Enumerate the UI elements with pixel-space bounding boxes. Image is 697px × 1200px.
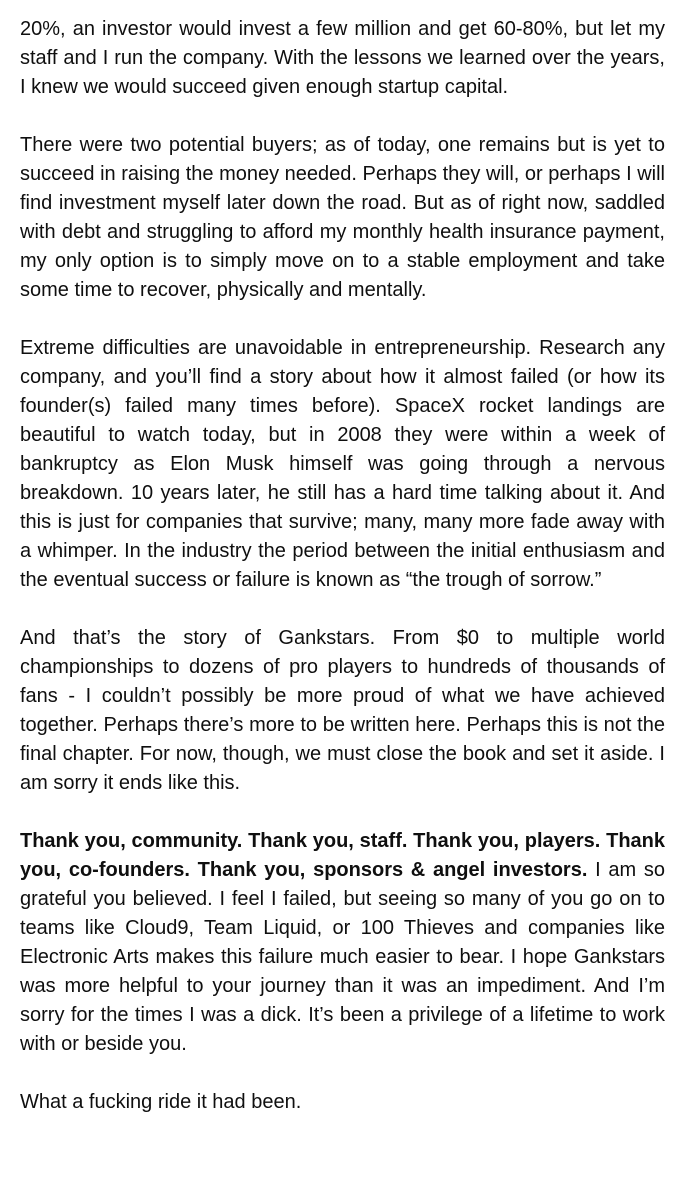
paragraph-thanks (20, 827, 665, 1059)
paragraph-entrepreneurship-difficulties: Extreme difficulties are unavoidable in entrepreneurship. Research any company, and you’ll find a story about how it almost failed (or how its founder(s) failed many times before). SpaceX rocket landings are beautiful to watch today, but in 2008 they were within a week of bankruptcy as Elon Musk himself was going through a nervous breakdown. 10 years later, he still has a hard time talking about it. And this is just for companies that survive; many, many more fade away with a whimper. In the industry the period between the initial enthusiasm and the eventual success or failure is known as “the trough of sorrow.” (20, 337, 665, 591)
paragraph-gankstars-story: And that’s the story of Gankstars. From $0 to multiple world championships to dozens of pro players to hundreds of thousands of fans - I couldn’t possibly be more proud of what we have achieved together. Perhaps there’s more to be written here. Perhaps this is not the final chapter. For now, though, we must close the book and set it aside. I am sorry it ends like this. (20, 627, 665, 794)
thanks-bold-text: Thank you, community. Thank you, staff. Thank you, players. Thank you, co-founders. Thank you, sponsors & angel investors. (20, 830, 665, 881)
paragraph-closing: What a fucking ride it had been. (20, 1091, 302, 1113)
thanks-body-text: I am so grateful you believed. I feel I failed, but seeing so many of you go on to teams like Cloud9, Team Liquid, or 100 Thieves and companies like Electronic Arts makes this failure much easier to bear. I hope Gankstars was more helpful to your journey than it was an impediment. And I’m sorry for the times I was a dick. It’s been a privilege of a lifetime to work with or beside you. (20, 859, 665, 1055)
paragraph-potential-buyers: There were two potential buyers; as of today, one remains but is yet to succeed in raising the money needed. Perhaps they will, or perhaps I will find investment myself later down the road. But as of right now, saddled with debt and struggling to afford my monthly health insurance payment, my only option is to simply move on to a stable employment and take some time to recover, physically and mentally. (20, 134, 665, 301)
paragraph-investment-plan: 20%, an investor would invest a few million and get 60-80%, but let my staff and I run the company. With the lessons we learned over the years, I knew we would succeed given enough startup capital. (20, 18, 665, 98)
